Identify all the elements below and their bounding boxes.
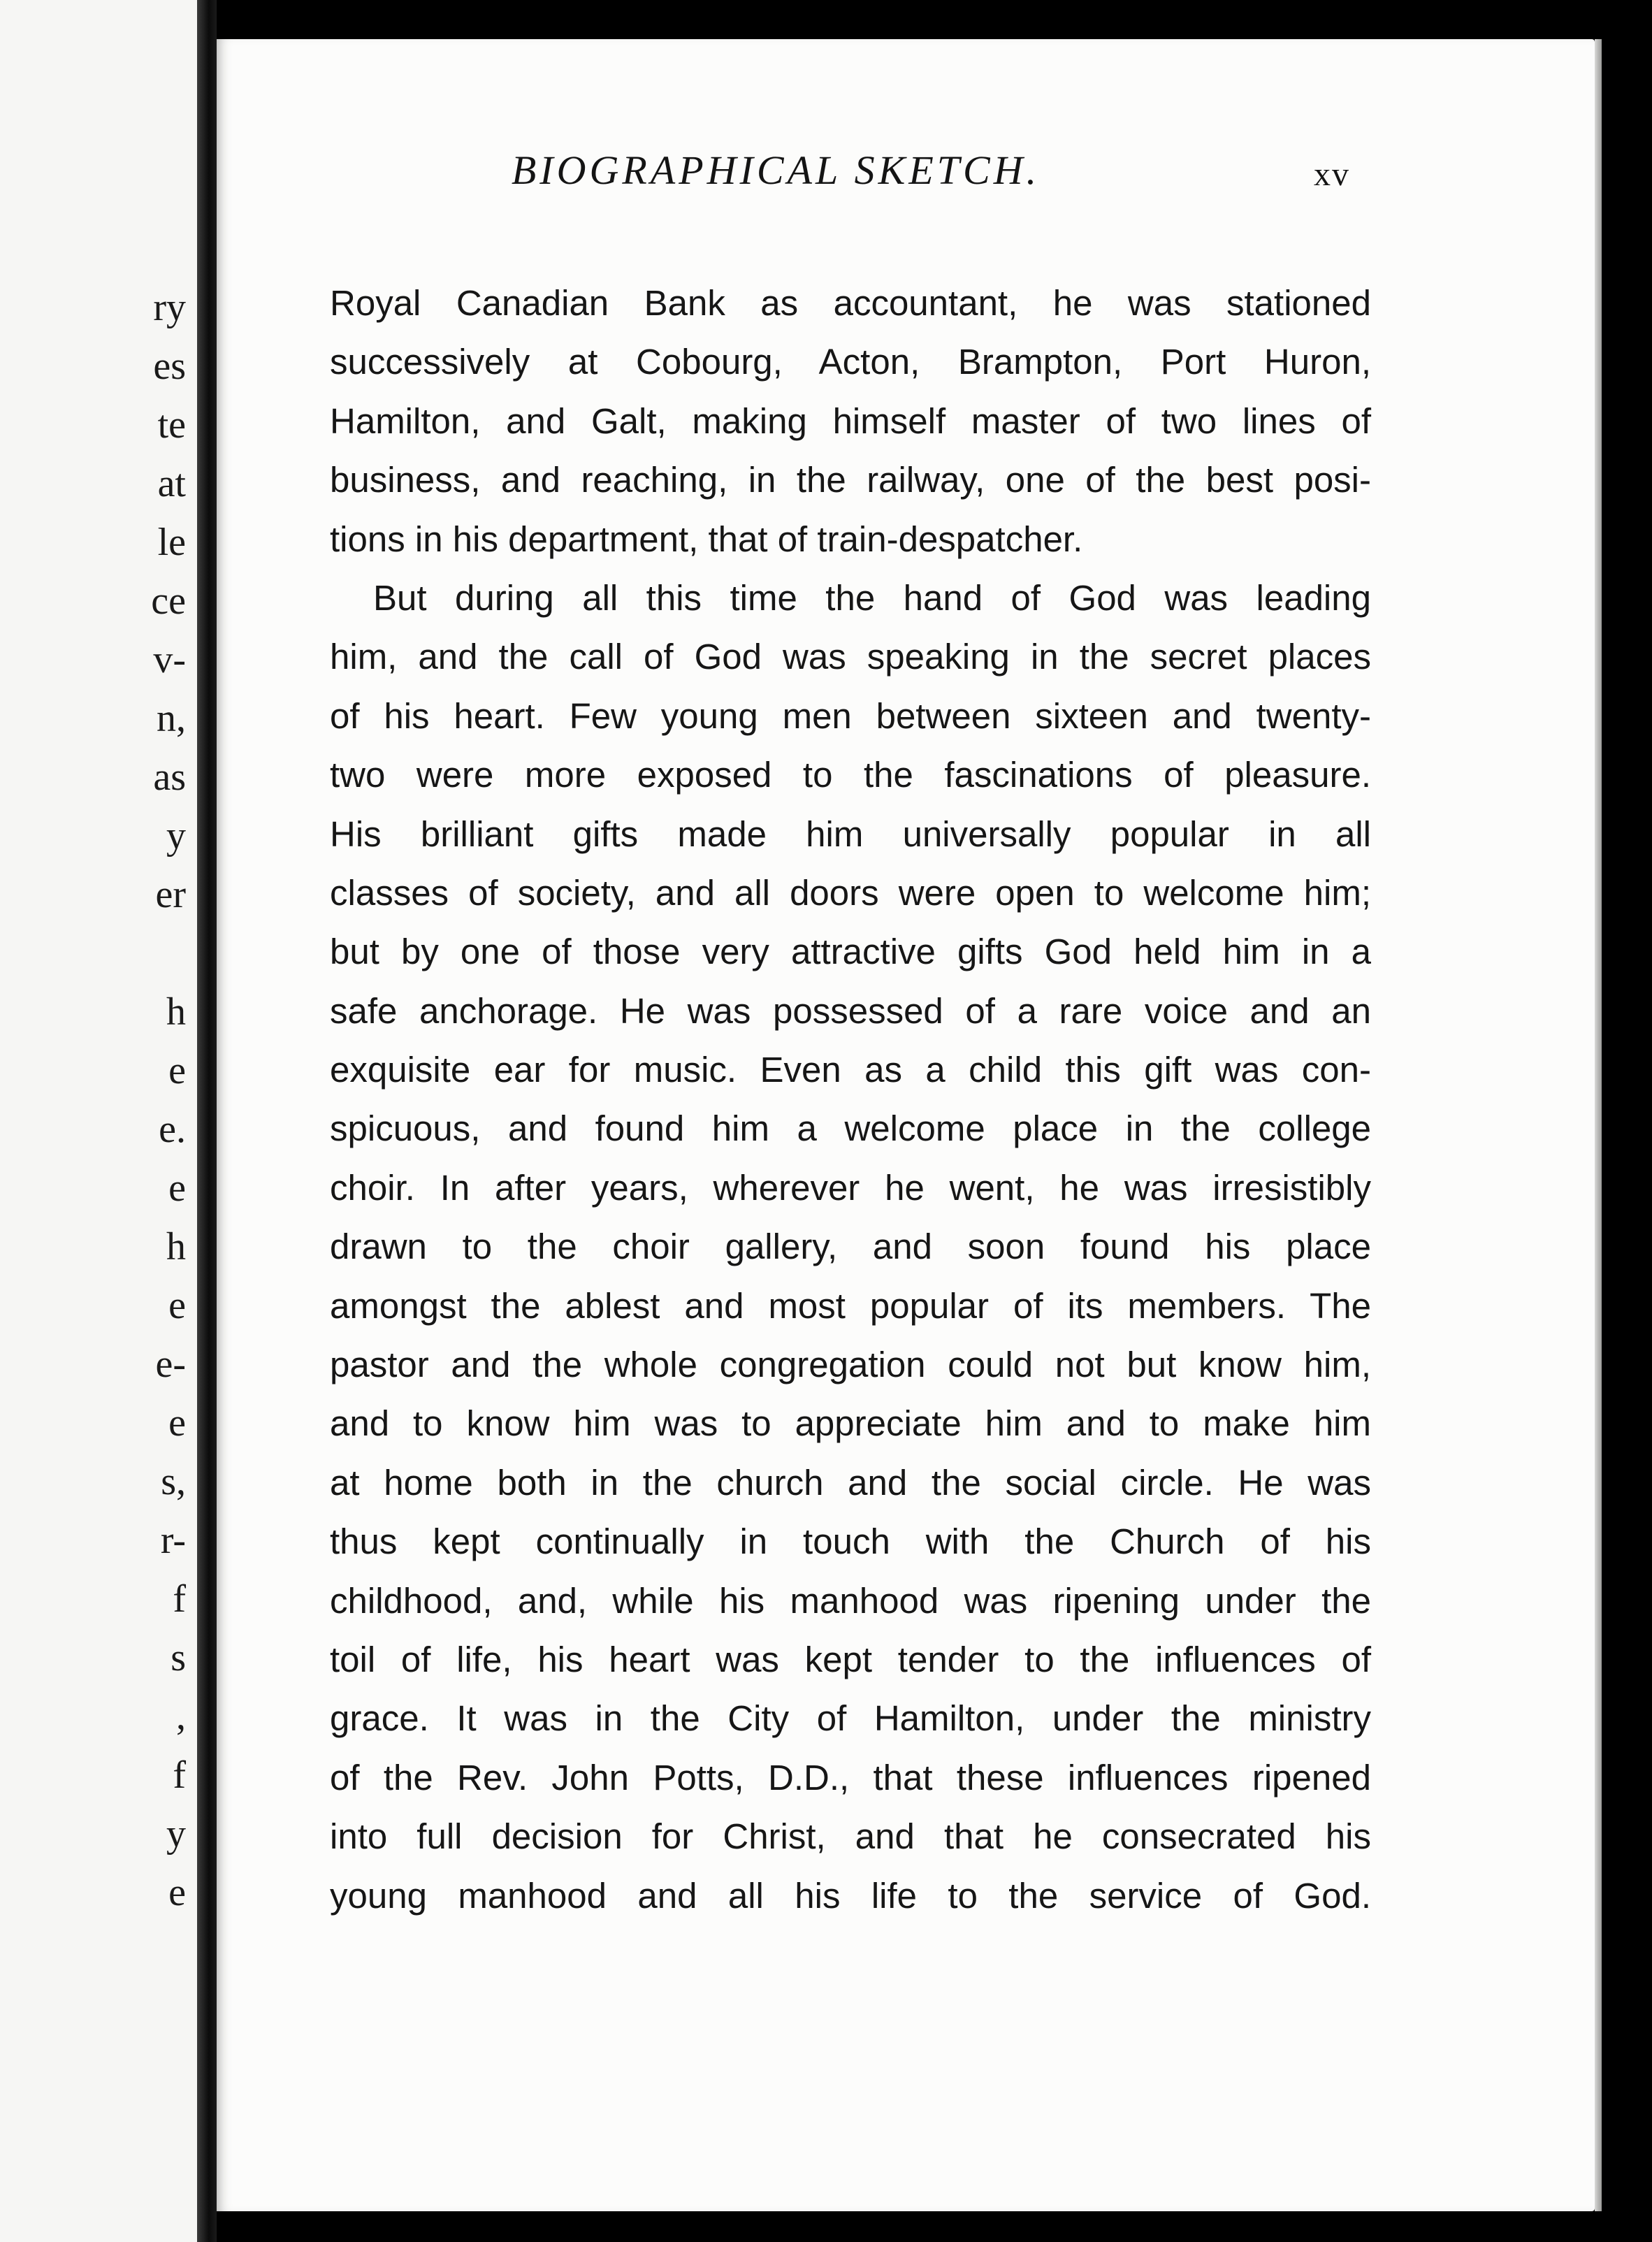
left-fragment: e — [168, 1166, 186, 1210]
text-line: him, and the call of God was speaking in the secret places — [330, 637, 1371, 677]
text-line: thus kept continually in touch with the Church of his — [330, 1521, 1371, 1562]
text-line: exquisite ear for music. Even as a child this gift was con- — [330, 1050, 1371, 1090]
text-line: Hamilton, and Galt, making himself master of two lines of — [330, 400, 1371, 441]
text-line: classes of society, and all doors were open to welcome him; — [330, 872, 1371, 913]
left-fragment: y — [166, 814, 186, 858]
text-line: into full decision for Christ, and that he consecrated his — [330, 1816, 1371, 1857]
text-line: but by one of those very attractive gifts God held him in a — [330, 932, 1371, 972]
book-gutter — [197, 0, 217, 2242]
left-fragment: e — [168, 1401, 186, 1445]
left-fragment: e- — [155, 1343, 186, 1386]
text-line: business, and reaching, in the railway, one of the best posi- — [330, 460, 1371, 500]
running-title: BIOGRAPHICAL SKETCH. — [511, 147, 1041, 193]
text-line: safe anchorage. He was possessed of a rare voice and an — [330, 990, 1371, 1031]
text-line: young manhood and all his life to the service of God. — [330, 1875, 1371, 1916]
text-line: of his heart. Few young men between sixteen and twenty- — [330, 695, 1371, 736]
text-line: toil of life, his heart was kept tender to the influences of — [330, 1639, 1371, 1679]
left-fragment: as — [153, 755, 186, 799]
text-line: choir. In after years, wherever he went, he was irresistibly — [330, 1167, 1371, 1208]
left-fragment: h — [166, 1225, 186, 1268]
left-fragment: s — [171, 1636, 186, 1679]
previous-page-fragment — [0, 0, 197, 2242]
text-line: spicuous, and found him a welcome place in the college — [330, 1108, 1371, 1149]
left-fragment: e — [168, 1284, 186, 1327]
left-fragment: te — [157, 403, 186, 447]
left-fragment: r- — [160, 1519, 186, 1562]
left-fragment: s, — [161, 1460, 186, 1503]
left-fragment: ry — [153, 286, 186, 329]
text-line: and to know him was to appreciate him and to make him — [330, 1403, 1371, 1444]
paragraph-start-line: But during all this time the hand of God was leading — [373, 577, 1371, 618]
left-fragment: e. — [159, 1108, 186, 1151]
body-text — [330, 274, 1371, 1925]
text-line: at home both in the church and the social circle. He was — [330, 1462, 1371, 1503]
left-fragment: er — [155, 873, 186, 916]
text-line: amongst the ablest and most popular of its members. The — [330, 1285, 1371, 1326]
text-line: drawn to the choir gallery, and soon found his place — [330, 1227, 1371, 1267]
left-fragment: at — [157, 462, 186, 505]
left-fragment: f — [173, 1753, 186, 1797]
left-fragment: v- — [153, 638, 186, 681]
text-line: tions in his department, that of train-despatcher. — [330, 519, 1083, 559]
text-line: two were more exposed to the fascinations of pleasure. — [330, 755, 1371, 795]
text-line: His brilliant gifts made him universally popular in all — [330, 813, 1371, 854]
left-fragment: f — [173, 1577, 186, 1621]
left-fragment: le — [157, 521, 186, 564]
left-fragment: es — [153, 345, 186, 388]
left-fragment: n, — [157, 697, 186, 740]
page-number: xv — [1314, 156, 1350, 193]
text-line: grace. It was in the City of Hamilton, under the ministry — [330, 1698, 1371, 1739]
left-fragment: ce — [151, 579, 186, 623]
left-fragment: , — [176, 1695, 186, 1738]
left-fragment: e — [168, 1871, 186, 1914]
left-fragment: y — [166, 1812, 186, 1856]
page-edge — [1595, 39, 1602, 2211]
text-line: pastor and the whole congregation could not but know him, — [330, 1345, 1371, 1385]
text-line: Royal Canadian Bank as accountant, he was stationed — [330, 283, 1371, 323]
text-line: of the Rev. John Potts, D.D., that these influences ripened — [330, 1757, 1371, 1798]
left-fragment: h — [166, 990, 186, 1034]
text-line: successively at Cobourg, Acton, Brampton, Port Huron, — [330, 342, 1371, 382]
text-line: childhood, and, while his manhood was ripening under the — [330, 1580, 1371, 1621]
left-fragment: e — [168, 1049, 186, 1092]
